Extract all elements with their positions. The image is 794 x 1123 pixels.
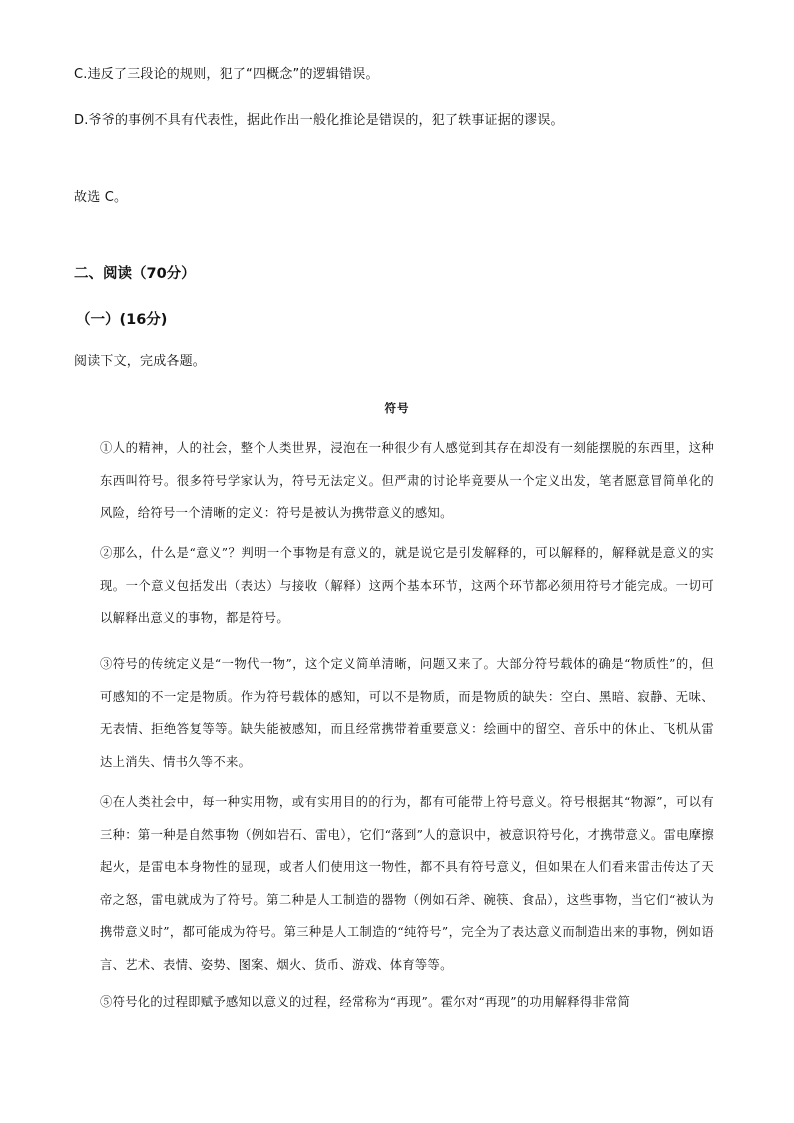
section-subtitle: （一）(16分) xyxy=(76,312,168,328)
answer-conclusion: 故选 C。 xyxy=(74,190,128,205)
answer-option-c: C.违反了三段论的规则，犯了“四概念”的逻辑错误。 xyxy=(74,67,379,82)
reading-instruction: 阅读下文，完成各题。 xyxy=(74,354,207,369)
article-paragraph-5: ⑤符号化的过程即赋予感知以意义的过程，经常称为“再现”。霍尔对“再现”的功用解释得非常简 xyxy=(100,995,631,1009)
article-title: 符号 xyxy=(384,401,410,415)
article-paragraph-4: ④在人类社会中，每一种实用物，或有实用目的的行为，都有可能带上符号意义。符号根据其“物源”，可以有三种：第一种是自然事物（例如岩石、雷电），它们“落到”人的意识中，被意识符号化，才携带意义。雷电摩擦起火，是雷电本身物性的显现，或者人们使用这一物性，都不具有符号意义，但如果在人们看来雷击传达了天帝之怒，雷电就成为了符号。第二种是人工制造的器物（例如石斧、碗筷、食品），这些事物，当它们“被认为携带意义时”，都可能成为符号。第三种是人工制造的“纯符号”，完全为了表达意义而制造出来的事物，例如语言、艺术、表情、姿势、图案、烟火、货币、游戏、体育等等。 xyxy=(100,795,714,972)
article-paragraph-3: ③符号的传统定义是“一物代一物”，这个定义简单清晰，问题又来了。大部分符号载体的确是“物质性”的，但可感知的不一定是物质。作为符号载体的感知，可以不是物质，而是物质的缺失：空白、黑暗、寂静、无味、无表情、拒绝答复等等。缺失能被感知，而且经常携带着重要意义：绘画中的留空、音乐中的休止、飞机从雷达上消失、情书久等不来。 xyxy=(100,657,714,769)
section-title: 二、阅读（70分） xyxy=(74,266,196,282)
answer-option-d: D.爷爷的事例不具有代表性，据此作出一般化推论是错误的，犯了轶事证据的谬误。 xyxy=(74,113,564,128)
article-paragraph-2: ②那么，什么是“意义”？判明一个事物是有意义的，就是说它是引发解释的，可以解释的，解释就是意义的实现。一个意义包括发出（表达）与接收（解释）这两个基本环节，这两个环节都必须用符号才能完成。一切可以解释出意义的事物，都是符号。 xyxy=(100,546,714,625)
article-paragraph-1: ①人的精神，人的社会，整个人类世界，浸泡在一种很少有人感觉到其存在却没有一刻能摆脱的东西里，这种东西叫符号。很多符号学家认为，符号无法定义。但严肃的讨论毕竟要从一个定义出发，笔者愿意冒简单化的风险，给符号一个清晰的定义：符号是被认为携带意义的感知。 xyxy=(100,441,714,520)
